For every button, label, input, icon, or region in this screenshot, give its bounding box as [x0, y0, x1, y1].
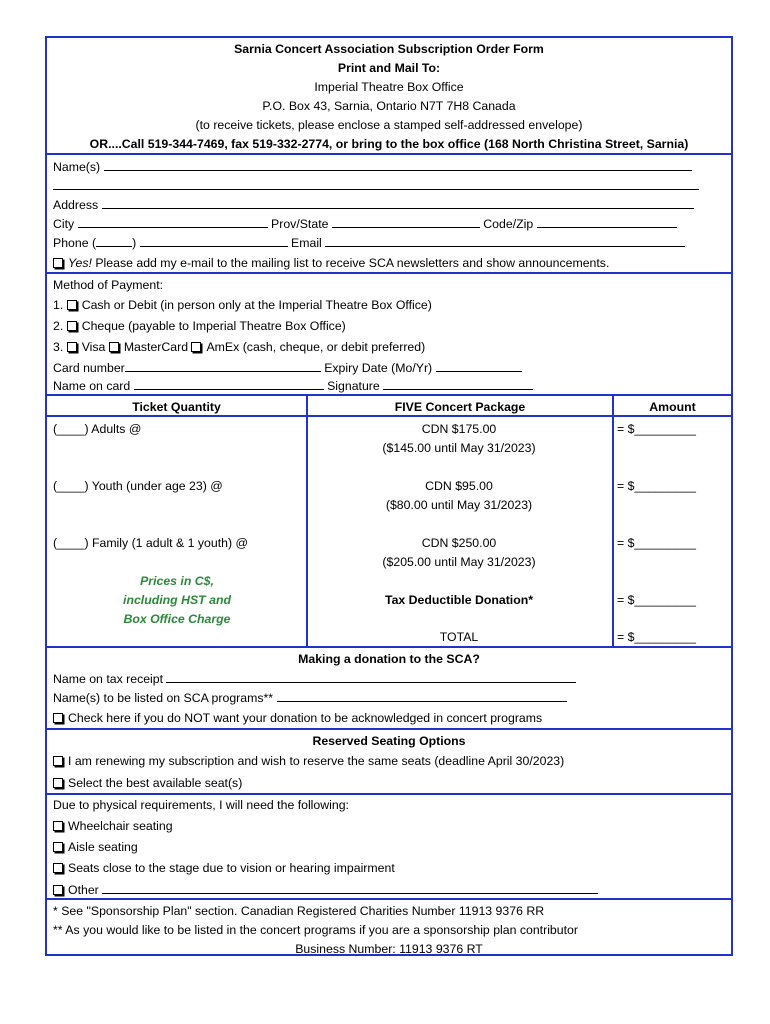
prov-field[interactable] [332, 215, 480, 228]
option-number: 2. [53, 319, 64, 333]
tax-receipt-label: Name on tax receipt [53, 672, 164, 686]
signature-field[interactable] [383, 377, 533, 390]
newsletter-yes: Yes! [68, 256, 92, 270]
newsletter-text: Please add my e-mail to the mailing list to receive SCA newsletters and show announcements. [95, 256, 610, 270]
youth-early-price: ($80.00 until May 31/2023) [385, 498, 533, 512]
donation-section [47, 646, 731, 648]
adults-early-price: ($145.00 until May 31/2023) [382, 441, 536, 455]
print-mail-heading: Print and Mail To: [337, 61, 441, 75]
amex-checkbox[interactable] [191, 342, 201, 352]
envelope-note: (to receive tickets, please enclose a stamped self-addressed envelope) [195, 118, 583, 132]
seating-heading: Reserved Seating Options [312, 734, 466, 748]
footnote-1: * See "Sponsorship Plan" section. Canadian Registered Charities Number 11913 9376 RR [53, 904, 545, 918]
name-on-card-field[interactable] [134, 377, 324, 390]
office-name: Imperial Theatre Box Office [314, 80, 464, 94]
city-field[interactable] [78, 215, 268, 228]
cheque-label: Cheque (payable to Imperial Theatre Box Office) [81, 319, 346, 333]
tax-receipt-field[interactable] [166, 670, 576, 683]
visa-checkbox[interactable] [67, 342, 77, 352]
code-field[interactable] [537, 215, 677, 228]
expiry-label: Expiry Date (Mo/Yr) [324, 361, 433, 375]
payment-heading: Method of Payment: [53, 278, 164, 292]
footer-section [47, 898, 731, 900]
expiry-field[interactable] [436, 359, 522, 372]
donation-amount[interactable]: = $_________ [617, 593, 696, 607]
best-seat-label: Select the best available seat(s) [68, 776, 243, 790]
area-code-field[interactable] [96, 234, 132, 247]
seating-section [47, 728, 731, 730]
names-field-2[interactable] [53, 177, 699, 190]
youth-price: CDN $95.00 [425, 479, 493, 493]
adults-amount[interactable]: = $_________ [617, 422, 696, 436]
contact-alternatives: OR....Call 519-344-7469, fax 519-332-2774, or bring to the box office (168 North Christina Street, Sarnia) [89, 137, 689, 151]
prices-note-1: Prices in C$, [140, 574, 214, 588]
donation-label: Tax Deductible Donation* [384, 593, 534, 607]
col-amount: Amount [649, 400, 696, 414]
prices-note-2: including HST and [123, 593, 231, 607]
total-amount[interactable]: = $_________ [617, 630, 696, 644]
adults-quantity[interactable]: (____) Adults @ [53, 422, 142, 436]
amex-label: AmEx (cash, cheque, or debit preferred) [206, 340, 426, 354]
phone-field[interactable] [140, 234, 288, 247]
family-quantity[interactable]: (____) Family (1 adult & 1 youth) @ [53, 536, 248, 550]
newsletter-row [53, 255, 609, 271]
card-number-label: Card number [53, 361, 125, 375]
names-row [53, 158, 692, 175]
programs-label: Name(s) to be listed on SCA programs** [53, 691, 274, 705]
family-price: CDN $250.00 [421, 536, 497, 550]
close-stage-row [53, 860, 395, 876]
names-row-2 [53, 177, 699, 194]
mastercard-label: MasterCard [123, 340, 189, 354]
footnote-2: ** As you would like to be listed in the concert programs if you are a sponsorship plan contributor [53, 923, 578, 937]
wheelchair-checkbox[interactable] [53, 821, 63, 831]
renew-row [53, 753, 564, 769]
col-quantity: Ticket Quantity [132, 400, 221, 414]
family-amount[interactable]: = $_________ [617, 536, 696, 550]
youth-quantity[interactable]: (____) Youth (under age 23) @ [53, 479, 223, 493]
aisle-row [53, 839, 138, 855]
option-number: 1. [53, 298, 64, 312]
other-row [53, 881, 598, 898]
best-seat-checkbox[interactable] [53, 778, 63, 788]
payment-section [47, 272, 731, 274]
mailing-address: P.O. Box 43, Sarnia, Ontario N7T 7H8 Canada [262, 99, 516, 113]
card-number-field[interactable] [125, 359, 321, 372]
programs-field[interactable] [277, 689, 567, 702]
table-header-rule [47, 415, 731, 417]
mastercard-checkbox[interactable] [109, 342, 119, 352]
phone-row [53, 234, 685, 251]
email-label: Email [291, 236, 322, 250]
physical-heading: Due to physical requirements, I will need the following: [53, 798, 349, 812]
adults-price: CDN $175.00 [421, 422, 497, 436]
tickets-section [47, 394, 731, 396]
physical-section [47, 793, 731, 795]
tax-receipt-row [53, 670, 576, 687]
close-stage-label: Seats close to the stage due to vision or hearing impairment [68, 861, 395, 875]
close-stage-checkbox[interactable] [53, 863, 63, 873]
name-on-card-row [53, 377, 533, 394]
no-ack-row [53, 710, 542, 726]
family-early-price: ($205.00 until May 31/2023) [382, 555, 536, 569]
option-number: 3. [53, 340, 64, 354]
renew-label: I am renewing my subscription and wish to reserve the same seats (deadline April 30/2023) [68, 754, 565, 768]
business-number: Business Number: 11913 9376 RT [295, 942, 483, 956]
total-label: TOTAL [439, 630, 479, 644]
address-row [53, 196, 694, 213]
renew-checkbox[interactable] [53, 756, 63, 766]
contact-section [47, 153, 731, 155]
youth-amount[interactable]: = $_________ [617, 479, 696, 493]
subscription-order-form [45, 36, 733, 956]
email-field[interactable] [325, 234, 685, 247]
names-label: Name(s) [53, 160, 101, 174]
code-label: Code/Zip [483, 217, 534, 231]
phone-paren: ) [132, 236, 137, 250]
aisle-label: Aisle seating [68, 840, 138, 854]
city-label: City [53, 217, 75, 231]
address-field[interactable] [102, 196, 694, 209]
col-package: FIVE Concert Package [394, 400, 526, 414]
donation-heading: Making a donation to the SCA? [298, 652, 480, 666]
form-title: Sarnia Concert Association Subscription Order Form [234, 42, 544, 56]
wheelchair-row [53, 818, 173, 834]
programs-row [53, 689, 567, 706]
other-checkbox[interactable] [53, 885, 63, 895]
wheelchair-label: Wheelchair seating [68, 819, 173, 833]
payment-option-2 [53, 318, 346, 334]
visa-label: Visa [81, 340, 106, 354]
no-ack-label: Check here if you do NOT want your donation to be acknowledged in concert programs [68, 711, 543, 725]
aisle-checkbox[interactable] [53, 842, 63, 852]
signature-label: Signature [327, 379, 380, 393]
cash-label: Cash or Debit (in person only at the Imperial Theatre Box Office) [81, 298, 432, 312]
other-field[interactable] [102, 881, 598, 894]
prices-note-3: Box Office Charge [123, 612, 231, 626]
phone-label: Phone ( [53, 236, 97, 250]
best-seat-row [53, 775, 242, 791]
cash-checkbox[interactable] [67, 300, 77, 310]
cheque-checkbox[interactable] [67, 321, 77, 331]
payment-option-3 [53, 339, 425, 355]
names-field[interactable] [104, 158, 692, 171]
other-label: Other [68, 883, 99, 897]
city-row [53, 215, 677, 232]
payment-option-1 [53, 297, 432, 313]
newsletter-checkbox[interactable] [53, 258, 63, 268]
name-on-card-label: Name on card [53, 379, 131, 393]
table-divider-2 [612, 394, 614, 646]
no-ack-checkbox[interactable] [53, 713, 63, 723]
prov-label: Prov/State [271, 217, 329, 231]
address-label: Address [53, 198, 99, 212]
card-number-row [53, 359, 522, 376]
